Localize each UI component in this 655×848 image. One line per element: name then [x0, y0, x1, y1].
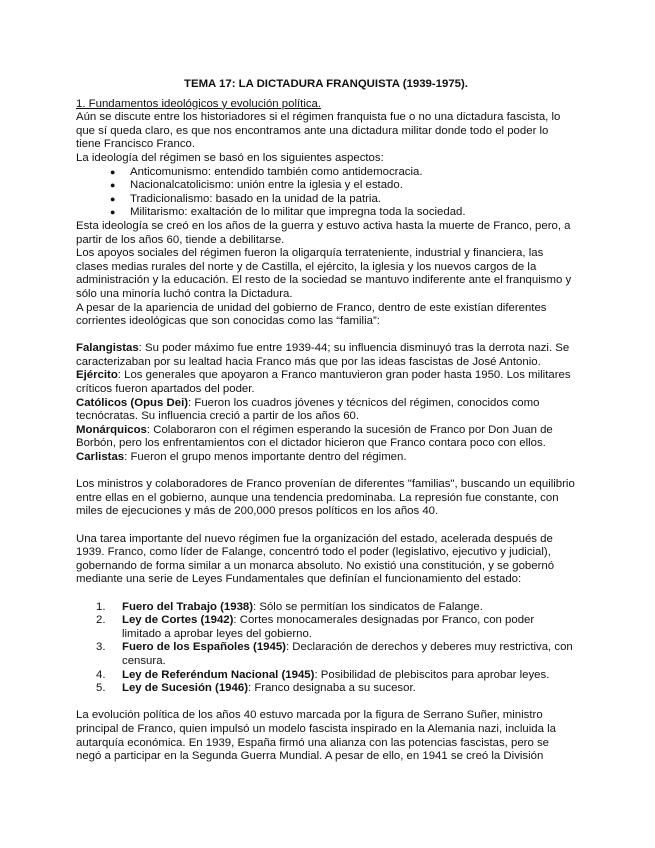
- law-text: : Declaración de derechos y deberes muy restrictiva, con censura.: [122, 641, 573, 667]
- list-item: ● Anticomunismo: entendido también como antidemocracia.: [116, 166, 576, 180]
- family-text: : Fueron el grupo menos importante dentro del régimen.: [124, 451, 407, 464]
- list-item: [96, 614, 576, 641]
- ideology-intro: La ideología del régimen se basó en los siguientes aspectos:: [76, 151, 384, 164]
- list-number: 5.: [96, 682, 106, 695]
- family-ejercito: [76, 369, 576, 396]
- ideology-created-paragraph: Esta ideología se creó en los años de la guerra y estuvo activa hasta la muerte de Franco, pero, a partir de los años 60, tiende a debilitarse.: [76, 219, 571, 246]
- list-item: ● Nacionalcatolicismo: unión entre la iglesia y el estado.: [116, 179, 576, 193]
- list-item: [96, 641, 576, 668]
- families-intro-paragraph: A pesar de la apariencia de unidad del gobierno de Franco, dentro de este existían diferentes corrientes ideológicas que son conocidas como las “familia”:: [76, 301, 547, 328]
- list-item: [96, 682, 576, 696]
- list-item: ● Militarismo: exaltación de lo militar que impregna toda la sociedad.: [116, 206, 576, 220]
- spacer: [76, 519, 576, 533]
- spacer: [76, 329, 576, 343]
- intro-paragraph: Aún se discute entre los historiadores si el régimen franquista fue o no una dictadura fascista, lo que sí queda claro, es que nos encontramos ante una dictadura militar donde todo el poder lo tiene Francisco Franco.: [76, 111, 561, 151]
- list-number: 1.: [96, 600, 106, 613]
- law-name: Fuero del Trabajo (1938): [122, 600, 254, 613]
- law-name: Ley de Cortes (1942): [122, 614, 234, 627]
- family-falangistas: [76, 342, 576, 369]
- fundamental-laws-list: [76, 601, 576, 696]
- family-name: Católicos (Opus Dei): [76, 396, 189, 409]
- organization-paragraph: Una tarea importante del nuevo régimen fue la organización del estado, acelerada después de 1939. Franco, como líder de Falange, concentró todo el poder (legislativo, ejecutivo y judicial), gobernando de forma similar a un monarca absoluto. No existió una constitución, y se gobernó mediante una serie de Leyes Fundamentales que definían el funcionamiento del estado:: [76, 532, 555, 586]
- law-text: : Sólo se permitían los sindicatos de Falange.: [253, 600, 483, 613]
- family-name: Ejército: [76, 369, 118, 382]
- law-text: : Franco designaba a su sucesor.: [247, 682, 416, 695]
- ministers-paragraph: Los ministros y colaboradores de Franco provenían de diferentes "familias", buscando un equilibrio entre ellas en el gobierno, aunque una tendencia predominaba. La represión fue constante, con miles de ejecuciones y más de 200,000 presos políticos en los años 40.: [76, 478, 575, 518]
- page-title: TEMA 17: LA DICTADURA FRANQUISTA (1939-1975).: [184, 78, 468, 90]
- spacer: [76, 587, 576, 601]
- list-number: 2.: [96, 614, 106, 627]
- law-text: : Posibilidad de plebiscitos para aprobar leyes.: [314, 668, 550, 681]
- list-item: [96, 600, 576, 615]
- law-name: Fuero de los Españoles (1945): [122, 641, 286, 654]
- family-text: : Colaboraron con el régimen esperando la sucesión de Franco por Don Juan de Borbón, pero los enfrentamientos con el dictador hicieron que Franco contara poco con ellos.: [76, 423, 553, 450]
- spacer: [76, 696, 576, 710]
- document-body: [76, 78, 576, 764]
- social-support-paragraph: Los apoyos sociales del régimen fueron la oligarquía terrateniente, industrial y financiera, las clases medias rurales del norte y de Castilla, el ejército, la iglesia y los nuevos cargos de la administración y la educación. El resto de la sociedad se mantuvo indiferente ante el franquismo y sólo una minoría luchó contra la Dictadura.: [76, 247, 572, 300]
- list-number: 3.: [96, 641, 106, 654]
- family-name: Falangistas: [76, 342, 139, 355]
- family-text: : Su poder máximo fue entre 1939-44; su influencia disminuyó tras la derrota nazi. Se caracterizaban por su lealtad hacia Franco más que por las ideas fascistas de José Antonio.: [76, 342, 570, 368]
- law-text: : Cortes monocamerales designadas por Franco, con poder limitado a aprobar leyes del gobierno.: [122, 614, 535, 640]
- list-number: 4.: [96, 668, 106, 681]
- ideology-list: [76, 166, 576, 220]
- list-item: ● Tradicionalismo: basado en la unidad de la patria.: [116, 193, 576, 207]
- law-name: Ley de Sucesión (1946): [122, 682, 248, 695]
- family-name: Monárquicos: [76, 423, 147, 436]
- family-name: Carlistas: [76, 451, 125, 464]
- list-item: [96, 668, 576, 683]
- family-monarquicos: [76, 424, 576, 451]
- family-carlistas: [76, 451, 576, 465]
- family-text: : Los generales que apoyaron a Franco mantuvieron gran poder hasta 1950. Los militares críticos fueron apartados del poder.: [76, 369, 571, 396]
- family-catolicos: [76, 397, 576, 424]
- law-name: Ley de Referéndum Nacional (1945): [122, 668, 315, 681]
- evolution-paragraph: La evolución política de los años 40 estuvo marcada por la figura de Serrano Suñer, ministro principal de Franco, quien impulsó un modelo fascista inspirado en la Alemania nazi, incluida la autarquía económica. En 1939, España firmó una alianza con las potencias fascistas, pero se negó a participar en la Segunda Guerra Mundial. A pesar de ello, en 1941 se creó la División: [76, 709, 556, 763]
- section-heading: 1. Fundamentos ideológicos y evolución política.: [76, 97, 322, 110]
- spacer: [76, 465, 576, 479]
- family-text: : Fueron los cuadros jóvenes y técnicos del régimen, conocidos como tecnócratas. Su influencia creció a partir de los años 60.: [76, 396, 540, 423]
